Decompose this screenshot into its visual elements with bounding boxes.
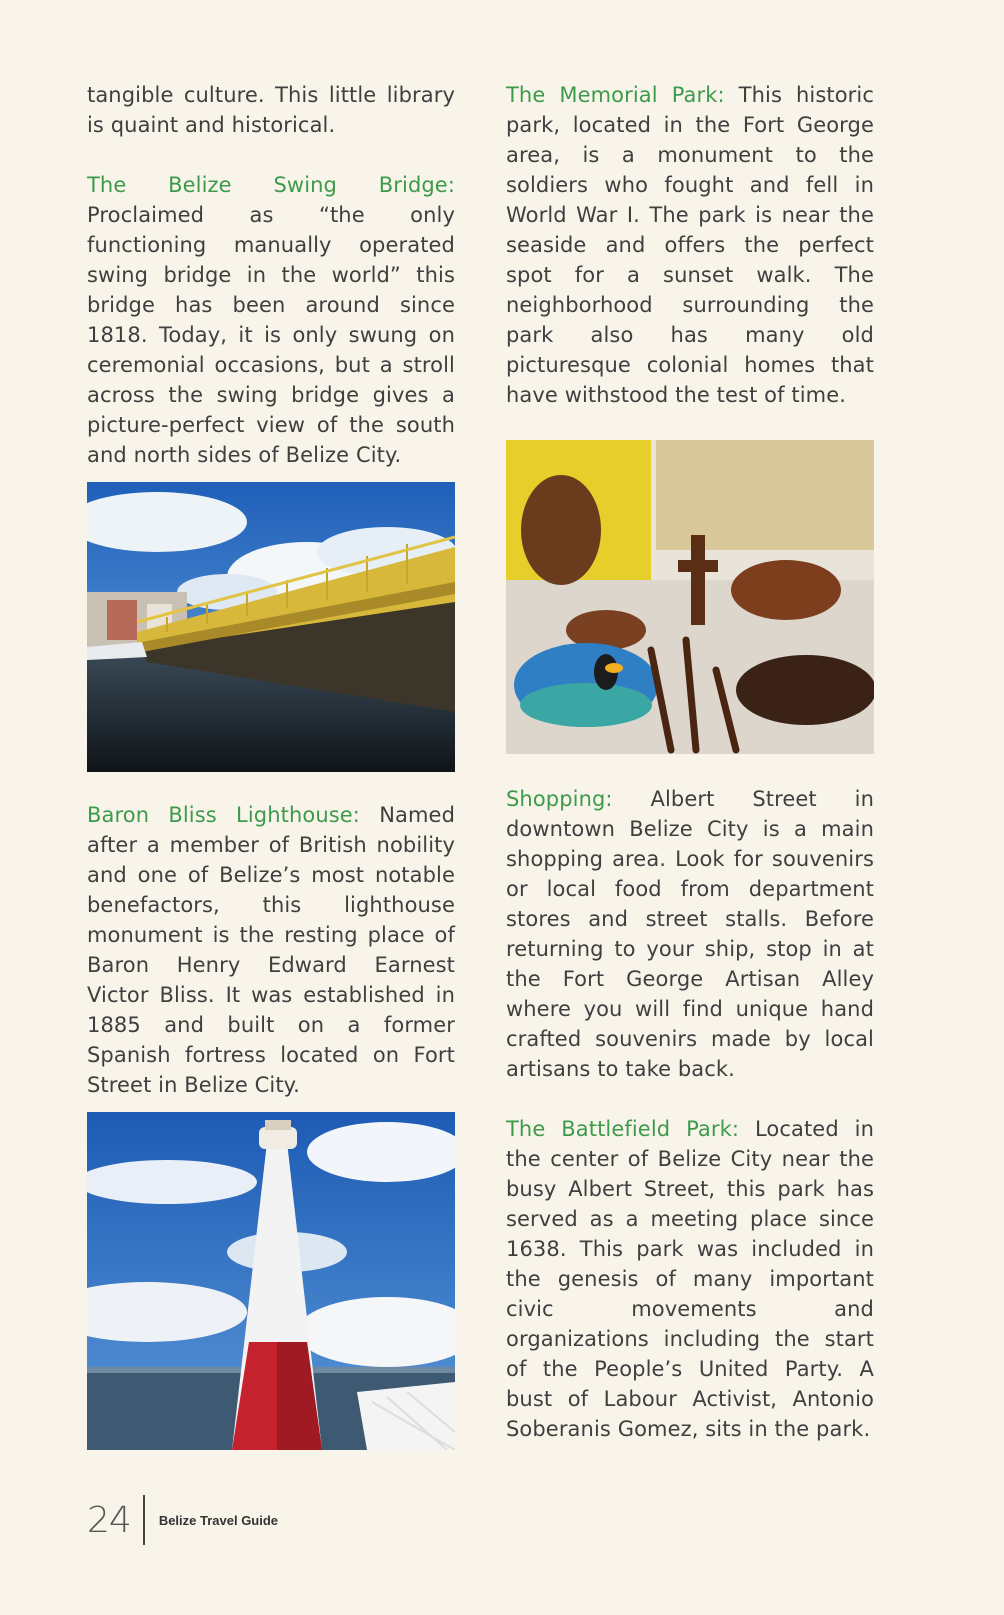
- page-footer: [87, 1494, 278, 1546]
- memorial-park-heading: The Memorial Park:: [506, 83, 725, 107]
- swing-bridge-body: Proclaimed as “the only functioning manually operated swing bridge in the world” this bridge has been around since 1818. Today, it is only swung on ceremonial occasions, but a stroll across the swing bridge gives a picture-perfect view of the south and north sides of Belize City.: [87, 203, 455, 467]
- swing-bridge-heading: The Belize Swing Bridge:: [87, 173, 455, 197]
- swing-bridge-paragraph: [87, 170, 455, 470]
- right-column: [506, 80, 874, 1474]
- battlefield-park-heading: The Battlefield Park:: [506, 1117, 740, 1141]
- shopping-body: Albert Street in downtown Belize City is a main shopping area. Look for souvenirs or local food from department stores and street stalls. Before returning to your ship, stop in at the Fort George Artisan Alley where you will find unique hand crafted souvenirs made by local artisans to take back.: [506, 787, 874, 1081]
- intro-paragraph: [87, 80, 455, 140]
- page-number: 24: [87, 1499, 131, 1541]
- left-column: [87, 80, 455, 1478]
- lighthouse-photo: [87, 1112, 455, 1450]
- memorial-park-body: This historic park, located in the Fort George area, is a monument to the soldiers who fought and fell in World War I. The park is near the seaside and offers the perfect spot for a sunset walk. The neighborhood surrounding the park also has many old picturesque colonial homes that have withstood the test of time.: [506, 83, 874, 407]
- shopping-heading: Shopping:: [506, 787, 613, 811]
- intro-text: tangible culture. This little library is quaint and historical.: [87, 83, 455, 137]
- shopping-paragraph: [506, 784, 874, 1084]
- lighthouse-heading: Baron Bliss Lighthouse:: [87, 803, 360, 827]
- lighthouse-paragraph: [87, 800, 455, 1100]
- battlefield-park-body: Located in the center of Belize City near the busy Albert Street, this park has served as a meeting place since 1638. This park was included in the genesis of many important civic movements and organizations including the start of the People’s United Party. A bust of Labour Activist, Antonio Soberanis Gomez, sits in the park.: [506, 1117, 875, 1441]
- guide-title: Belize Travel Guide: [158, 1512, 279, 1528]
- memorial-park-paragraph: [506, 80, 874, 410]
- footer-divider: [143, 1495, 145, 1545]
- swing-bridge-photo: [87, 482, 455, 772]
- lighthouse-body: Named after a member of British nobility and one of Belize’s most notable benefactors, this lighthouse monument is the resting place of Baron Henry Edward Earnest Victor Bliss. It was established in 1885 and built on a former Spanish fortress located on Fort Street in Belize City.: [87, 803, 455, 1097]
- battlefield-park-paragraph: [506, 1114, 874, 1444]
- wood-carvings-photo: [506, 440, 874, 754]
